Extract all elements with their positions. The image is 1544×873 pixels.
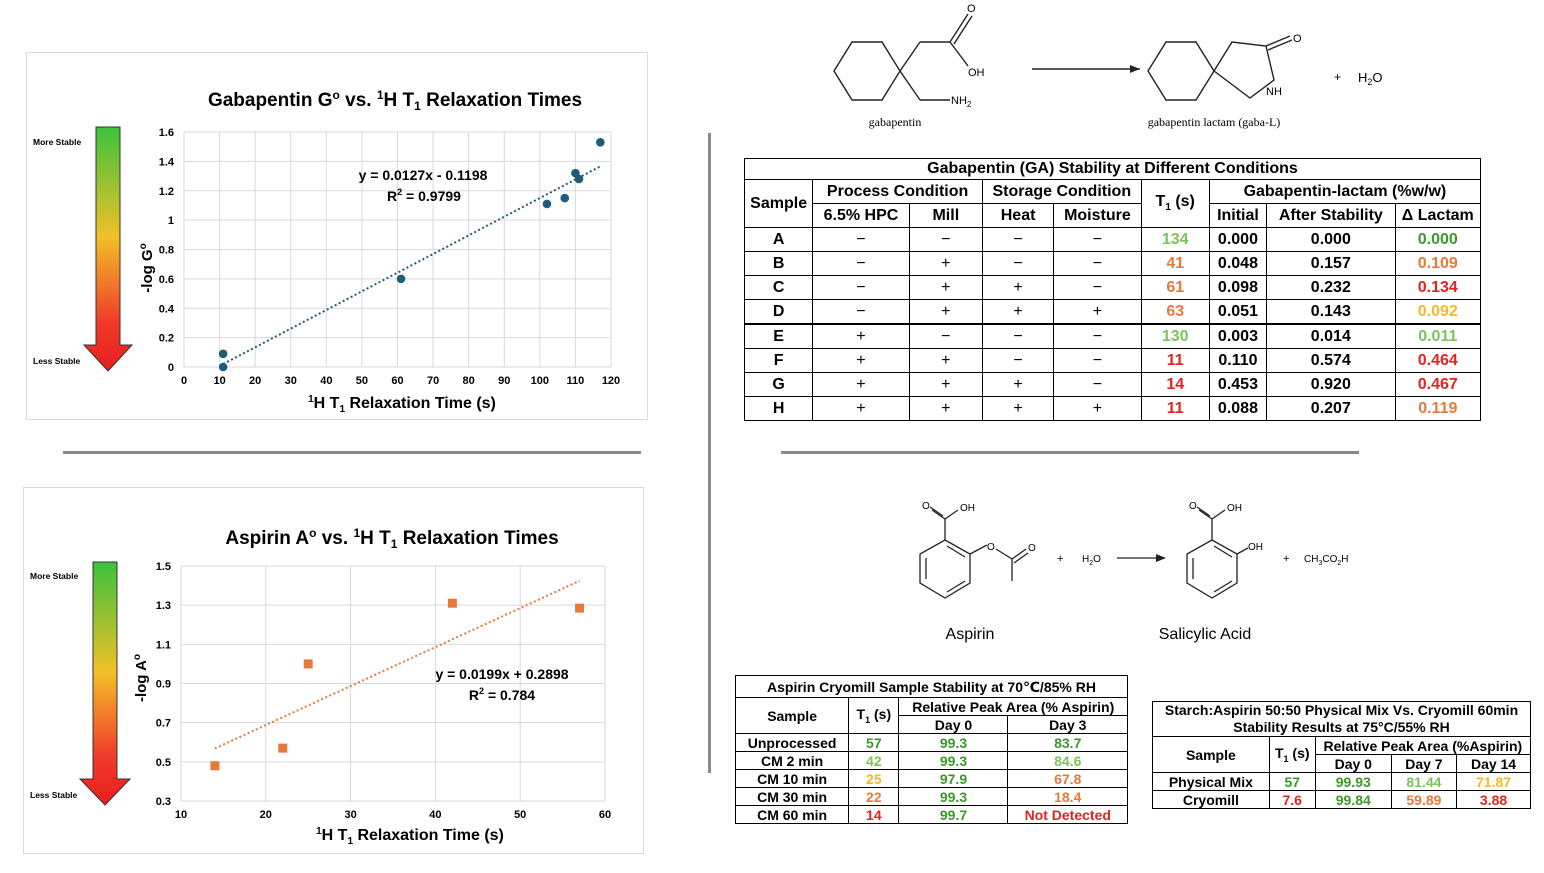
after-cell: 0.920 [1267,373,1396,397]
table-row [745,397,1481,421]
data-point [210,761,219,770]
x-axis-label: $^1$H $T_1$ Relaxation Time (s) [316,826,504,847]
t1-cell: 41 [1141,252,1209,276]
data-point [397,275,406,284]
plus-sign: + [1334,70,1342,84]
sample-cell: H [745,397,813,421]
moisture-cell: + [1054,397,1141,421]
t1-cell: 61 [1141,276,1209,300]
table-row [745,324,1481,349]
t1-cell: 7.6 [1269,791,1315,809]
aspirin-chart [24,488,643,853]
x-tick-label: 10 [213,375,226,387]
header-process: Process Condition [813,180,983,204]
sample-cell: F [745,349,813,373]
lactam-nh: NH [1266,86,1282,98]
data-point [219,363,228,372]
x-tick-label: 10 [174,809,188,821]
day0-cell: 99.3 [899,752,1008,770]
t1-cell: 25 [849,770,899,788]
table-row [736,770,1128,788]
t1-cell: 130 [1141,324,1209,349]
sample-cell: Cryomill [1153,791,1270,809]
header-rpa: Relative Peak Area (% Aspirin) [899,698,1128,716]
sample-cell: CM 10 min [736,770,849,788]
x-tick-label: 20 [249,375,262,387]
water: $H_2O$ [1082,554,1101,567]
y-tick-label: 0.3 [155,796,171,808]
center-divider [708,133,711,773]
table-row [745,373,1481,397]
sal-carbonyl-o: O [1189,501,1197,512]
header-delta: Δ Lactam [1395,204,1480,228]
starch-aspirin-table [1152,701,1531,809]
y-tick-label: 1.3 [155,600,171,613]
header-hpc: 6.5% HPC [813,204,909,228]
day0-cell: 99.3 [899,734,1008,752]
header-day3: Day 3 [1008,716,1128,734]
mill-cell: + [909,276,982,300]
aspirin-label: Aspirin [945,626,995,643]
sample-cell: CM 30 min [736,788,849,806]
after-cell: 0.157 [1267,252,1396,276]
header-moisture: Moisture [1054,204,1141,228]
stability-bottom-label: Less Stable [33,356,81,366]
table-row [736,734,1128,752]
moisture-cell: − [1054,324,1141,349]
moisture-cell: − [1054,373,1141,397]
delta-cell: 0.109 [1395,252,1480,276]
mill-cell: + [909,373,982,397]
moisture-cell: + [1054,300,1141,325]
asp-oh: OH [960,503,975,514]
t1-cell: 11 [1141,397,1209,421]
table-title: Starch:Aspirin 50:50 Physical Mix Vs. Cryomill 60min Stability Results at 75°C/55% RH [1153,702,1531,737]
header-day0: Day 0 [899,716,1008,734]
left-divider [63,451,641,454]
aspirin-cryomill-table [735,675,1128,824]
hpc-cell: − [813,252,909,276]
sample-cell: G [745,373,813,397]
lactam-o: O [1293,33,1302,45]
t1-cell: 42 [849,752,899,770]
heat-cell: + [982,300,1053,325]
salicylic-label: Salicylic Acid [1158,626,1252,643]
header-day7: Day 7 [1391,755,1456,773]
header-t1: $T_1$ (s) [1269,737,1315,773]
data-point [575,604,584,613]
gabapentin-chart-panel [26,52,648,420]
initial-cell: 0.453 [1209,373,1266,397]
header-sample: Sample [736,698,849,734]
sample-cell: C [745,276,813,300]
y-tick-label: 1.4 [158,156,174,169]
day14-cell: 71.87 [1457,773,1531,791]
lactam-label: gabapentin lactam (gaba-L) [1147,115,1281,129]
hpc-cell: + [813,349,909,373]
data-point [596,138,605,147]
after-cell: 0.000 [1267,228,1396,252]
table-row [736,752,1128,770]
y-tick-label: 0.7 [155,717,171,730]
asp-acetyl-o: O [1028,543,1036,554]
sample-cell: B [745,252,813,276]
table-row [745,228,1481,252]
t1-cell: 63 [1141,300,1209,325]
data-point [575,175,584,184]
t1-cell: 134 [1141,228,1209,252]
x-tick-label: 30 [284,375,297,387]
stability-bottom-label: Less Stable [30,790,78,800]
x-tick-label: 0 [180,375,188,387]
heat-cell: + [982,397,1053,421]
sample-cell: D [745,300,813,325]
heat-cell: − [982,228,1053,252]
trend-equation: y = 0.0199x + 0.2898 [435,666,569,682]
heat-cell: − [982,324,1053,349]
x-tick-label: 110 [566,375,585,387]
gabapentin-reaction [800,0,1400,140]
day0-cell: 97.9 [899,770,1008,788]
day3-cell: 83.7 [1008,734,1128,752]
y-tick-label: 0.6 [158,273,174,286]
stability-top-label: More Stable [30,571,79,581]
x-tick-label: 40 [429,809,442,821]
day3-cell: Not Detected [1008,806,1128,824]
header-day14: Day 14 [1457,755,1531,773]
header-initial: Initial [1209,204,1266,228]
after-cell: 0.143 [1267,300,1396,325]
day7-cell: 81.44 [1391,773,1456,791]
delta-cell: 0.119 [1395,397,1480,421]
t1-cell: 57 [1269,773,1315,791]
y-tick-label: 1.6 [158,127,174,139]
data-point [304,659,313,668]
t1-cell: 14 [1141,373,1209,397]
header-storage: Storage Condition [982,180,1141,204]
header-after: After Stability [1267,204,1396,228]
x-tick-label: 70 [426,375,440,387]
delta-cell: 0.464 [1395,349,1480,373]
y-tick-label: 0 [167,362,174,374]
x-tick-label: 50 [514,809,527,821]
aspirin-chart-panel [23,487,644,854]
x-tick-label: 20 [259,809,272,821]
table-title: Gabapentin (GA) Stability at Different Conditions [745,159,1481,180]
y-tick-label: 0.2 [158,332,174,345]
table-row [745,252,1481,276]
day7-cell: 59.89 [1391,791,1456,809]
data-point [278,744,287,753]
stability-arrow [84,127,132,371]
table-row [1153,791,1531,809]
x-tick-label: 60 [391,375,404,387]
day0-cell: 99.3 [899,788,1008,806]
carbonyl-o: O [967,3,976,15]
moisture-cell: − [1054,252,1141,276]
initial-cell: 0.000 [1209,228,1266,252]
hpc-cell: + [813,397,909,421]
table-row [1153,773,1531,791]
hpc-cell: − [813,276,909,300]
r-squared: $R^2 = 0.784$ [468,686,536,703]
hpc-cell: − [813,300,909,325]
asp-ester-o: O [987,542,995,553]
y-tick-label: 1.5 [155,561,171,573]
day14-cell: 3.88 [1457,791,1531,809]
after-cell: 0.574 [1267,349,1396,373]
t1-cell: 22 [849,788,899,806]
delta-cell: 0.092 [1395,300,1480,325]
sample-cell: E [745,324,813,349]
mill-cell: + [909,349,982,373]
header-heat: Heat [982,204,1053,228]
aspirin-reaction [890,495,1370,645]
table-row [745,276,1481,300]
amine-nh2: $NH_2$ [951,95,972,109]
water: $H_2O$ [1358,70,1383,87]
table-row [745,300,1481,325]
header-rpa: Relative Peak Area (%Aspirin) [1315,737,1530,755]
t1-cell: 14 [849,806,899,824]
initial-cell: 0.051 [1209,300,1266,325]
header-sample: Sample [1153,737,1270,773]
x-tick-label: 90 [498,375,511,387]
day3-cell: 84.6 [1008,752,1128,770]
header-day0: Day 0 [1315,755,1391,773]
day3-cell: 67.8 [1008,770,1128,788]
day0-cell: 99.84 [1315,791,1391,809]
data-point [448,599,457,608]
after-cell: 0.207 [1267,397,1396,421]
y-tick-label: 0.9 [155,678,171,691]
hpc-cell: + [813,324,909,349]
y-tick-label: 1.2 [158,185,174,198]
heat-cell: − [982,349,1053,373]
header-t1: $T_1$ (s) [849,698,899,734]
after-cell: 0.014 [1267,324,1396,349]
x-tick-label: 50 [355,375,369,387]
stability-top-label: More Stable [33,137,82,147]
y-axis-label: -log $A^o$ [132,653,150,703]
sample-cell: Unprocessed [736,734,849,752]
x-axis-label: $^1$H $T_1$ Relaxation Time (s) [308,394,496,415]
sal-oh: OH [1227,503,1242,514]
hydroxyl-oh: OH [968,67,985,79]
x-tick-label: 60 [598,809,612,821]
y-tick-label: 0.8 [158,244,174,257]
plus-sign: + [1283,553,1290,565]
sample-cell: Physical Mix [1153,773,1270,791]
x-tick-label: 40 [320,375,333,387]
y-tick-label: 1 [167,215,174,228]
moisture-cell: − [1054,228,1141,252]
mill-cell: + [909,252,982,276]
moisture-cell: − [1054,276,1141,300]
gabapentin-label: gabapentin [868,115,922,129]
trendline [215,581,580,749]
mill-cell: + [909,397,982,421]
x-tick-label: 80 [462,375,475,387]
table-row [736,806,1128,824]
y-axis-label: -log $G^o$ [138,243,156,293]
header-lactam: Gabapentin-lactam (%w/w) [1209,180,1480,204]
y-tick-label: 0.4 [158,303,174,316]
after-cell: 0.232 [1267,276,1396,300]
r-squared: $R^2 = 0.9799$ [387,187,461,204]
delta-cell: 0.011 [1395,324,1480,349]
y-tick-label: 0.5 [155,756,171,769]
moisture-cell: − [1054,349,1141,373]
mill-cell: − [909,228,982,252]
sample-cell: CM 2 min [736,752,849,770]
gabapentin-stability-table [744,158,1481,421]
initial-cell: 0.003 [1209,324,1266,349]
day0-cell: 99.93 [1315,773,1391,791]
gabapentin-chart [27,53,647,419]
data-point [560,194,569,203]
t1-cell: 11 [1141,349,1209,373]
stability-arrow [80,562,130,805]
initial-cell: 0.088 [1209,397,1266,421]
x-tick-label: 120 [601,375,621,387]
sample-cell: CM 60 min [736,806,849,824]
table-row [745,349,1481,373]
acetic-acid: $CH_3CO_2H$ [1304,554,1349,567]
sal-phenol-oh: OH [1248,542,1263,553]
header-mill: Mill [909,204,982,228]
delta-cell: 0.467 [1395,373,1480,397]
delta-cell: 0.000 [1395,228,1480,252]
heat-cell: + [982,276,1053,300]
mill-cell: − [909,324,982,349]
delta-cell: 0.134 [1395,276,1480,300]
chart-title: Aspirin $A^o$ vs. $^1$H $T_1$ Relaxation Times [225,526,559,551]
hpc-cell: − [813,228,909,252]
chart-title: Gabapentin $G^o$ vs. $^1$H $T_1$ Relaxation Times [207,88,583,113]
header-sample: Sample [745,180,813,228]
header-t1: $T_1$ (s) [1141,180,1209,228]
y-tick-label: 1.1 [155,639,171,652]
day3-cell: 18.4 [1008,788,1128,806]
heat-cell: + [982,373,1053,397]
table-title: Aspirin Cryomill Sample Stability at 70℃/85% RH [736,676,1128,698]
initial-cell: 0.110 [1209,349,1266,373]
t1-cell: 57 [849,734,899,752]
sample-cell: A [745,228,813,252]
plus-sign: + [1057,553,1064,565]
table-row [736,788,1128,806]
asp-carbonyl-o: O [922,501,930,512]
day0-cell: 99.7 [899,806,1008,824]
right-divider [781,451,1359,454]
x-tick-label: 30 [344,809,357,821]
initial-cell: 0.048 [1209,252,1266,276]
trend-equation: y = 0.0127x - 0.1198 [358,167,488,183]
data-point [219,349,228,358]
initial-cell: 0.098 [1209,276,1266,300]
data-point [543,200,552,209]
heat-cell: − [982,252,1053,276]
mill-cell: + [909,300,982,325]
x-tick-label: 100 [530,375,550,387]
hpc-cell: + [813,373,909,397]
